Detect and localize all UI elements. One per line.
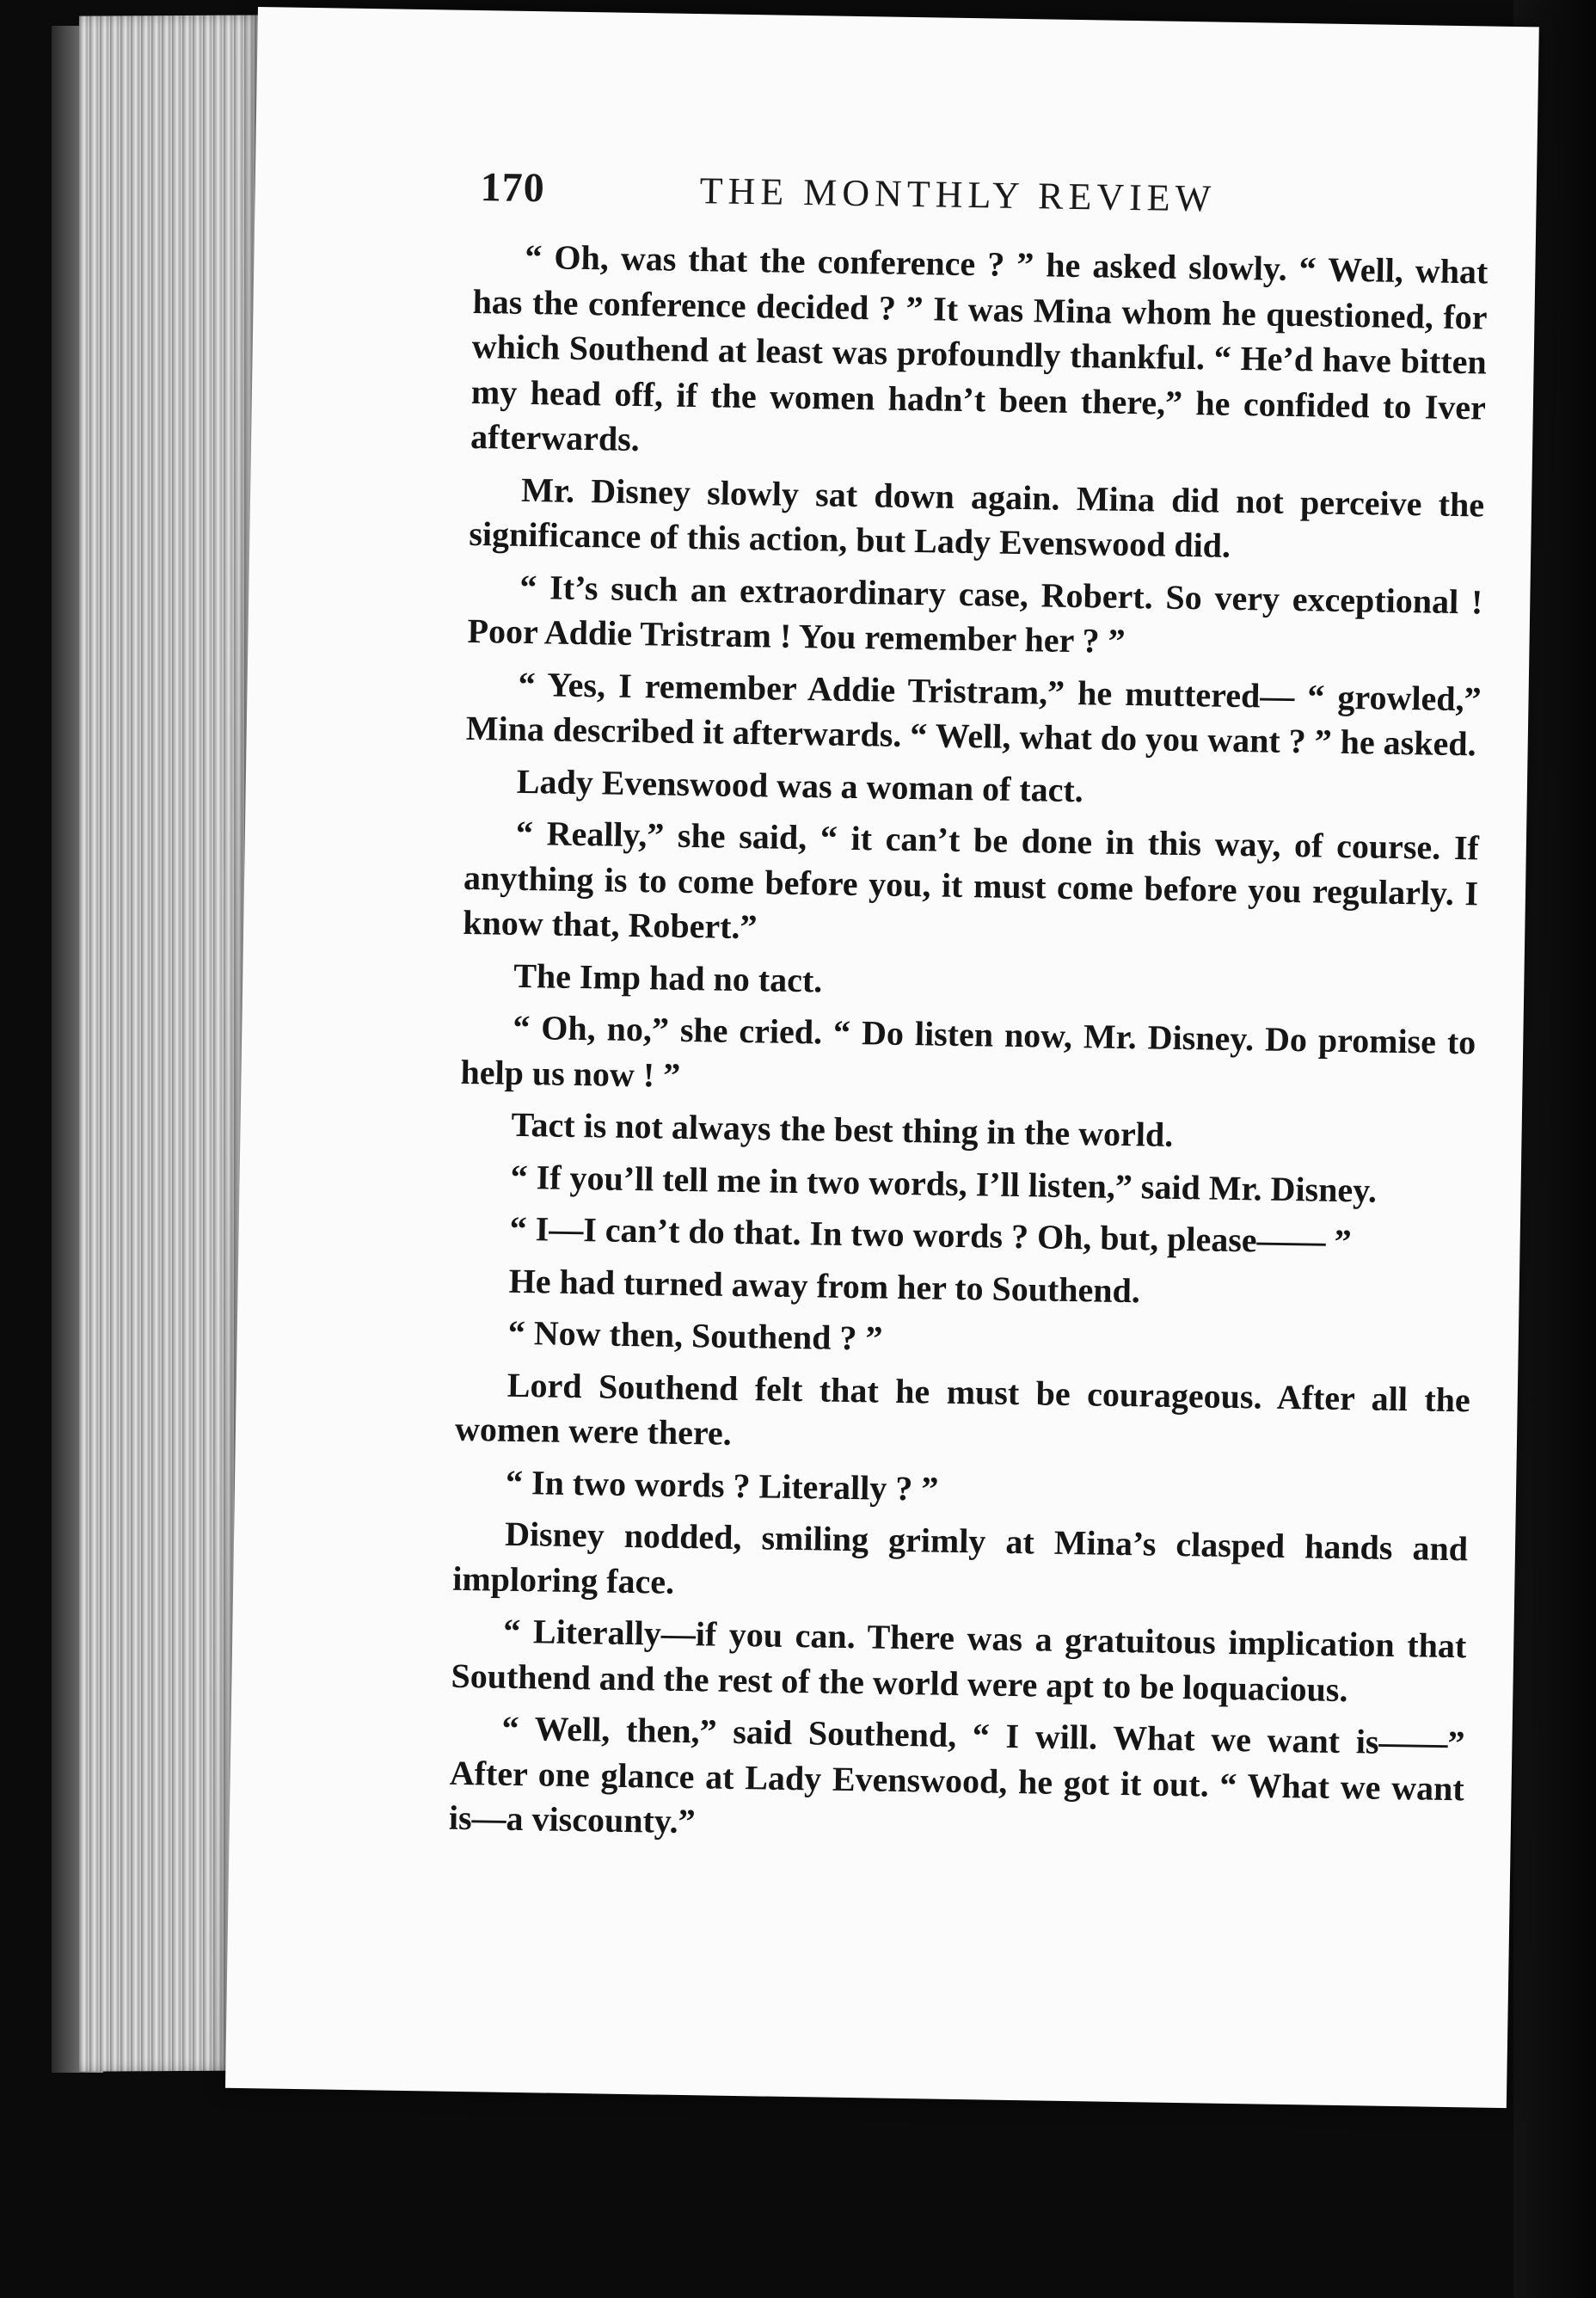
paragraph: “ Oh, no,” she cried. “ Do listen now, Mr. Disney. Do promise to help us now ! ” <box>460 1007 1476 1095</box>
paragraph: “ Really,” she said, “ it can’t be done in this way, of course. If anything is to come before you, it must come before you regularly. I know that, Robert.” <box>462 813 1480 947</box>
paragraph: The Imp had no tact. <box>513 955 823 999</box>
paragraph: Lady Evenswood was a woman of tact. <box>516 761 1084 809</box>
paragraph: “ Literally—if you can. There was a gratuitous implication that Southend and the rest of the world were apt to be loquacious. <box>451 1611 1467 1709</box>
running-title: THE MONTHLY REVIEW <box>699 169 1217 220</box>
paragraph: “ Yes, I remember Addie Tristram,” he muttered— “ growled,” Mina described it afterwards. “ Well, what do you want ? ” he asked. <box>465 664 1482 764</box>
running-head <box>480 163 1495 231</box>
paragraph: Mr. Disney slowly sat down again. Mina did not perceive the significance of this action, but Lady Evenswood did. <box>469 470 1485 565</box>
book-page <box>225 7 1539 2108</box>
paragraph: He had turned away from her to Southend. <box>508 1261 1141 1310</box>
body-text <box>448 234 1488 1864</box>
paragraph: Tact is not always the best thing in the world. <box>511 1104 1174 1154</box>
paragraph: “ I—I can’t do that. In two words ? Oh, but, please—— ” <box>509 1208 1352 1262</box>
paragraph: Lord Southend felt that he must be courageous. After all the women were there. <box>454 1365 1471 1453</box>
paragraph: “ It’s such an extraordinary case, Robert. So very exceptional ! Poor Addie Tristram ! You remember her ? ” <box>467 567 1483 661</box>
paragraph: “ Well, then,” said Southend, “ I will. What we want is——” After one glance at Lady Evenswood, he got it out. “ What we want is—a viscounty.” <box>448 1708 1465 1841</box>
paragraph: “ In two words ? Literally ? ” <box>505 1462 939 1508</box>
paragraph: “ Oh, was that the conference ? ” he asked slowly. “ Well, what has the conference decided ? ” It was Mina whom he questioned, for which Southend at least was profoundly thankful. “ He’d have bitten my head off, if the women hadn’t been there,” he confided to Iver afterwards. <box>470 237 1489 459</box>
paragraph: Disney nodded, smiling grimly at Mina’s clasped hands and imploring face. <box>451 1514 1469 1601</box>
paragraph: “ If you’ll tell me in two words, I’ll listen,” said Mr. Disney. <box>510 1157 1378 1210</box>
page-number: 170 <box>480 164 546 212</box>
paragraph: “ Now then, Southend ? ” <box>507 1312 883 1358</box>
